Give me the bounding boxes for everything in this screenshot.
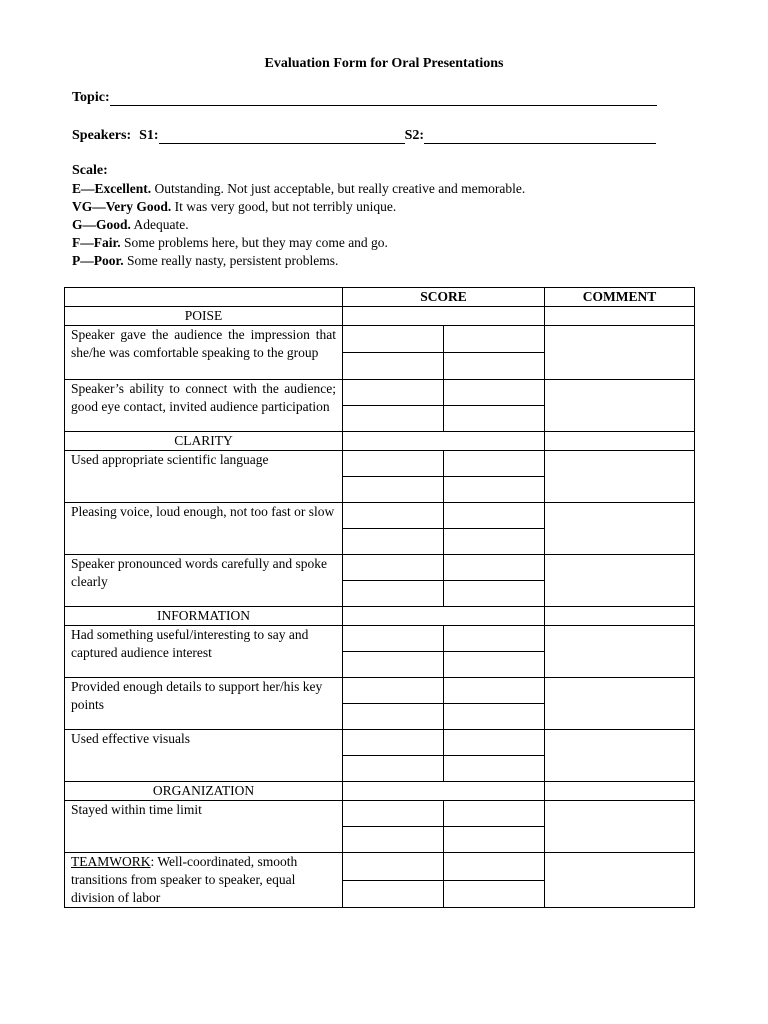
- evaluation-table: [64, 287, 695, 908]
- scale-key: F—Fair.: [72, 235, 121, 250]
- table-row: [65, 853, 695, 881]
- page-title: Evaluation Form for Oral Presentations: [264, 56, 504, 71]
- score-cell[interactable]: [343, 529, 444, 555]
- score-cell[interactable]: [444, 801, 545, 827]
- score-cell[interactable]: [444, 451, 545, 477]
- comment-cell[interactable]: [545, 853, 695, 908]
- score-cell[interactable]: [343, 581, 444, 607]
- criterion-label: Speaker pronounced words carefully and spoke clearly: [65, 555, 343, 607]
- criterion-label: Speaker gave the audience the impression that she/he was comfortable speaking to the group: [65, 326, 343, 380]
- score-cell[interactable]: [444, 326, 545, 353]
- section-title: ORGANIZATION: [65, 782, 343, 801]
- criterion-label: Used effective visuals: [65, 730, 343, 782]
- score-cell[interactable]: [343, 652, 444, 678]
- scale-desc: Adequate.: [130, 217, 189, 232]
- score-cell[interactable]: [343, 451, 444, 477]
- score-cell[interactable]: [444, 880, 545, 908]
- scale-key: VG—Very Good.: [72, 199, 172, 214]
- criterion-label: Provided enough details to support her/his key points: [65, 678, 343, 730]
- scale-desc: It was very good, but not terribly unique.: [171, 199, 397, 214]
- score-cell[interactable]: [343, 326, 444, 353]
- score-cell[interactable]: [343, 607, 545, 626]
- comment-cell[interactable]: [545, 555, 695, 607]
- table-header-row: [65, 288, 695, 307]
- criterion-label: Pleasing voice, loud enough, not too fast or slow: [65, 503, 343, 555]
- section-row: [65, 307, 695, 326]
- scale-item-p: [72, 252, 525, 270]
- scale-item-g: [72, 216, 525, 234]
- score-cell[interactable]: [343, 432, 545, 451]
- score-cell[interactable]: [444, 827, 545, 853]
- table-row: [65, 626, 695, 652]
- criteria-header: [65, 288, 343, 307]
- scale-key: P—Poor.: [72, 253, 124, 268]
- score-cell[interactable]: [444, 704, 545, 730]
- criterion-label: Speaker’s ability to connect with the audience; good eye contact, invited audience participation: [65, 380, 343, 432]
- section-row: [65, 432, 695, 451]
- teamwork-label: TEAMWORK: [71, 854, 151, 869]
- criterion-label: [65, 853, 343, 908]
- score-cell[interactable]: [444, 353, 545, 380]
- s1-label: S1:: [139, 128, 159, 143]
- score-cell[interactable]: [343, 730, 444, 756]
- score-cell[interactable]: [343, 406, 444, 432]
- section-title: POISE: [65, 307, 343, 326]
- score-cell[interactable]: [343, 503, 444, 529]
- speakers-row: [72, 128, 656, 144]
- score-cell[interactable]: [343, 353, 444, 380]
- score-cell[interactable]: [444, 406, 545, 432]
- score-cell[interactable]: [343, 801, 444, 827]
- score-cell[interactable]: [444, 853, 545, 881]
- criterion-label: Stayed within time limit: [65, 801, 343, 853]
- score-cell[interactable]: [343, 555, 444, 581]
- section-row: [65, 782, 695, 801]
- score-cell[interactable]: [343, 782, 545, 801]
- table-row: [65, 326, 695, 353]
- score-cell[interactable]: [444, 652, 545, 678]
- table-row: [65, 678, 695, 704]
- table-row: [65, 730, 695, 756]
- comment-cell[interactable]: [545, 432, 695, 451]
- score-cell[interactable]: [444, 678, 545, 704]
- comment-cell[interactable]: [545, 801, 695, 853]
- score-cell[interactable]: [343, 477, 444, 503]
- comment-header: COMMENT: [545, 288, 695, 307]
- table-row: [65, 555, 695, 581]
- score-cell[interactable]: [444, 756, 545, 782]
- comment-cell[interactable]: [545, 782, 695, 801]
- score-cell[interactable]: [343, 307, 545, 326]
- topic-label: Topic:: [72, 90, 110, 105]
- scale-legend: [72, 162, 525, 270]
- scale-label: Scale:: [72, 163, 108, 178]
- score-cell[interactable]: [343, 704, 444, 730]
- topic-input-line[interactable]: [110, 91, 657, 106]
- score-cell[interactable]: [343, 827, 444, 853]
- comment-cell[interactable]: [545, 326, 695, 380]
- table-row: [65, 801, 695, 827]
- scale-key: E—Excellent.: [72, 181, 152, 196]
- speakers-label: Speakers:: [72, 128, 132, 143]
- criterion-label: Had something useful/interesting to say and captured audience interest: [65, 626, 343, 678]
- comment-cell[interactable]: [545, 503, 695, 555]
- section-title: CLARITY: [65, 432, 343, 451]
- s2-label: S2:: [404, 128, 425, 143]
- section-title: INFORMATION: [65, 607, 343, 626]
- score-cell[interactable]: [343, 756, 444, 782]
- scale-item-e: [72, 180, 525, 198]
- scale-item-vg: [72, 198, 525, 216]
- score-cell[interactable]: [343, 678, 444, 704]
- scale-desc: Some really nasty, persistent problems.: [123, 253, 339, 268]
- score-cell[interactable]: [343, 626, 444, 652]
- score-cell[interactable]: [444, 555, 545, 581]
- scale-key: G—Good.: [72, 217, 131, 232]
- score-cell[interactable]: [343, 880, 444, 908]
- score-cell[interactable]: [444, 380, 545, 406]
- table-row: [65, 380, 695, 406]
- s1-input-line[interactable]: [159, 129, 405, 144]
- score-cell[interactable]: [444, 581, 545, 607]
- score-cell[interactable]: [444, 730, 545, 756]
- score-cell[interactable]: [444, 477, 545, 503]
- score-cell[interactable]: [343, 853, 444, 881]
- score-cell[interactable]: [444, 626, 545, 652]
- score-cell[interactable]: [343, 380, 444, 406]
- comment-cell[interactable]: [545, 380, 695, 432]
- comment-cell[interactable]: [545, 607, 695, 626]
- comment-cell[interactable]: [545, 451, 695, 503]
- section-row: [65, 607, 695, 626]
- comment-cell[interactable]: [545, 626, 695, 678]
- teamwork-desc: : Well-coordinated, smooth transitions from speaker to speaker, equal division of labor: [71, 854, 298, 905]
- scale-desc: Outstanding. Not just acceptable, but really creative and memorable.: [151, 181, 526, 196]
- comment-cell[interactable]: [545, 730, 695, 782]
- table-row: [65, 451, 695, 477]
- score-cell[interactable]: [444, 503, 545, 529]
- comment-cell[interactable]: [545, 307, 695, 326]
- comment-cell[interactable]: [545, 678, 695, 730]
- criterion-label: Used appropriate scientific language: [65, 451, 343, 503]
- topic-row: [72, 90, 657, 106]
- score-cell[interactable]: [444, 529, 545, 555]
- table-row: [65, 503, 695, 529]
- scale-item-f: [72, 234, 525, 252]
- s2-input-line[interactable]: [424, 129, 656, 144]
- score-header: SCORE: [343, 288, 545, 307]
- scale-desc: Some problems here, but they may come and go.: [120, 235, 388, 250]
